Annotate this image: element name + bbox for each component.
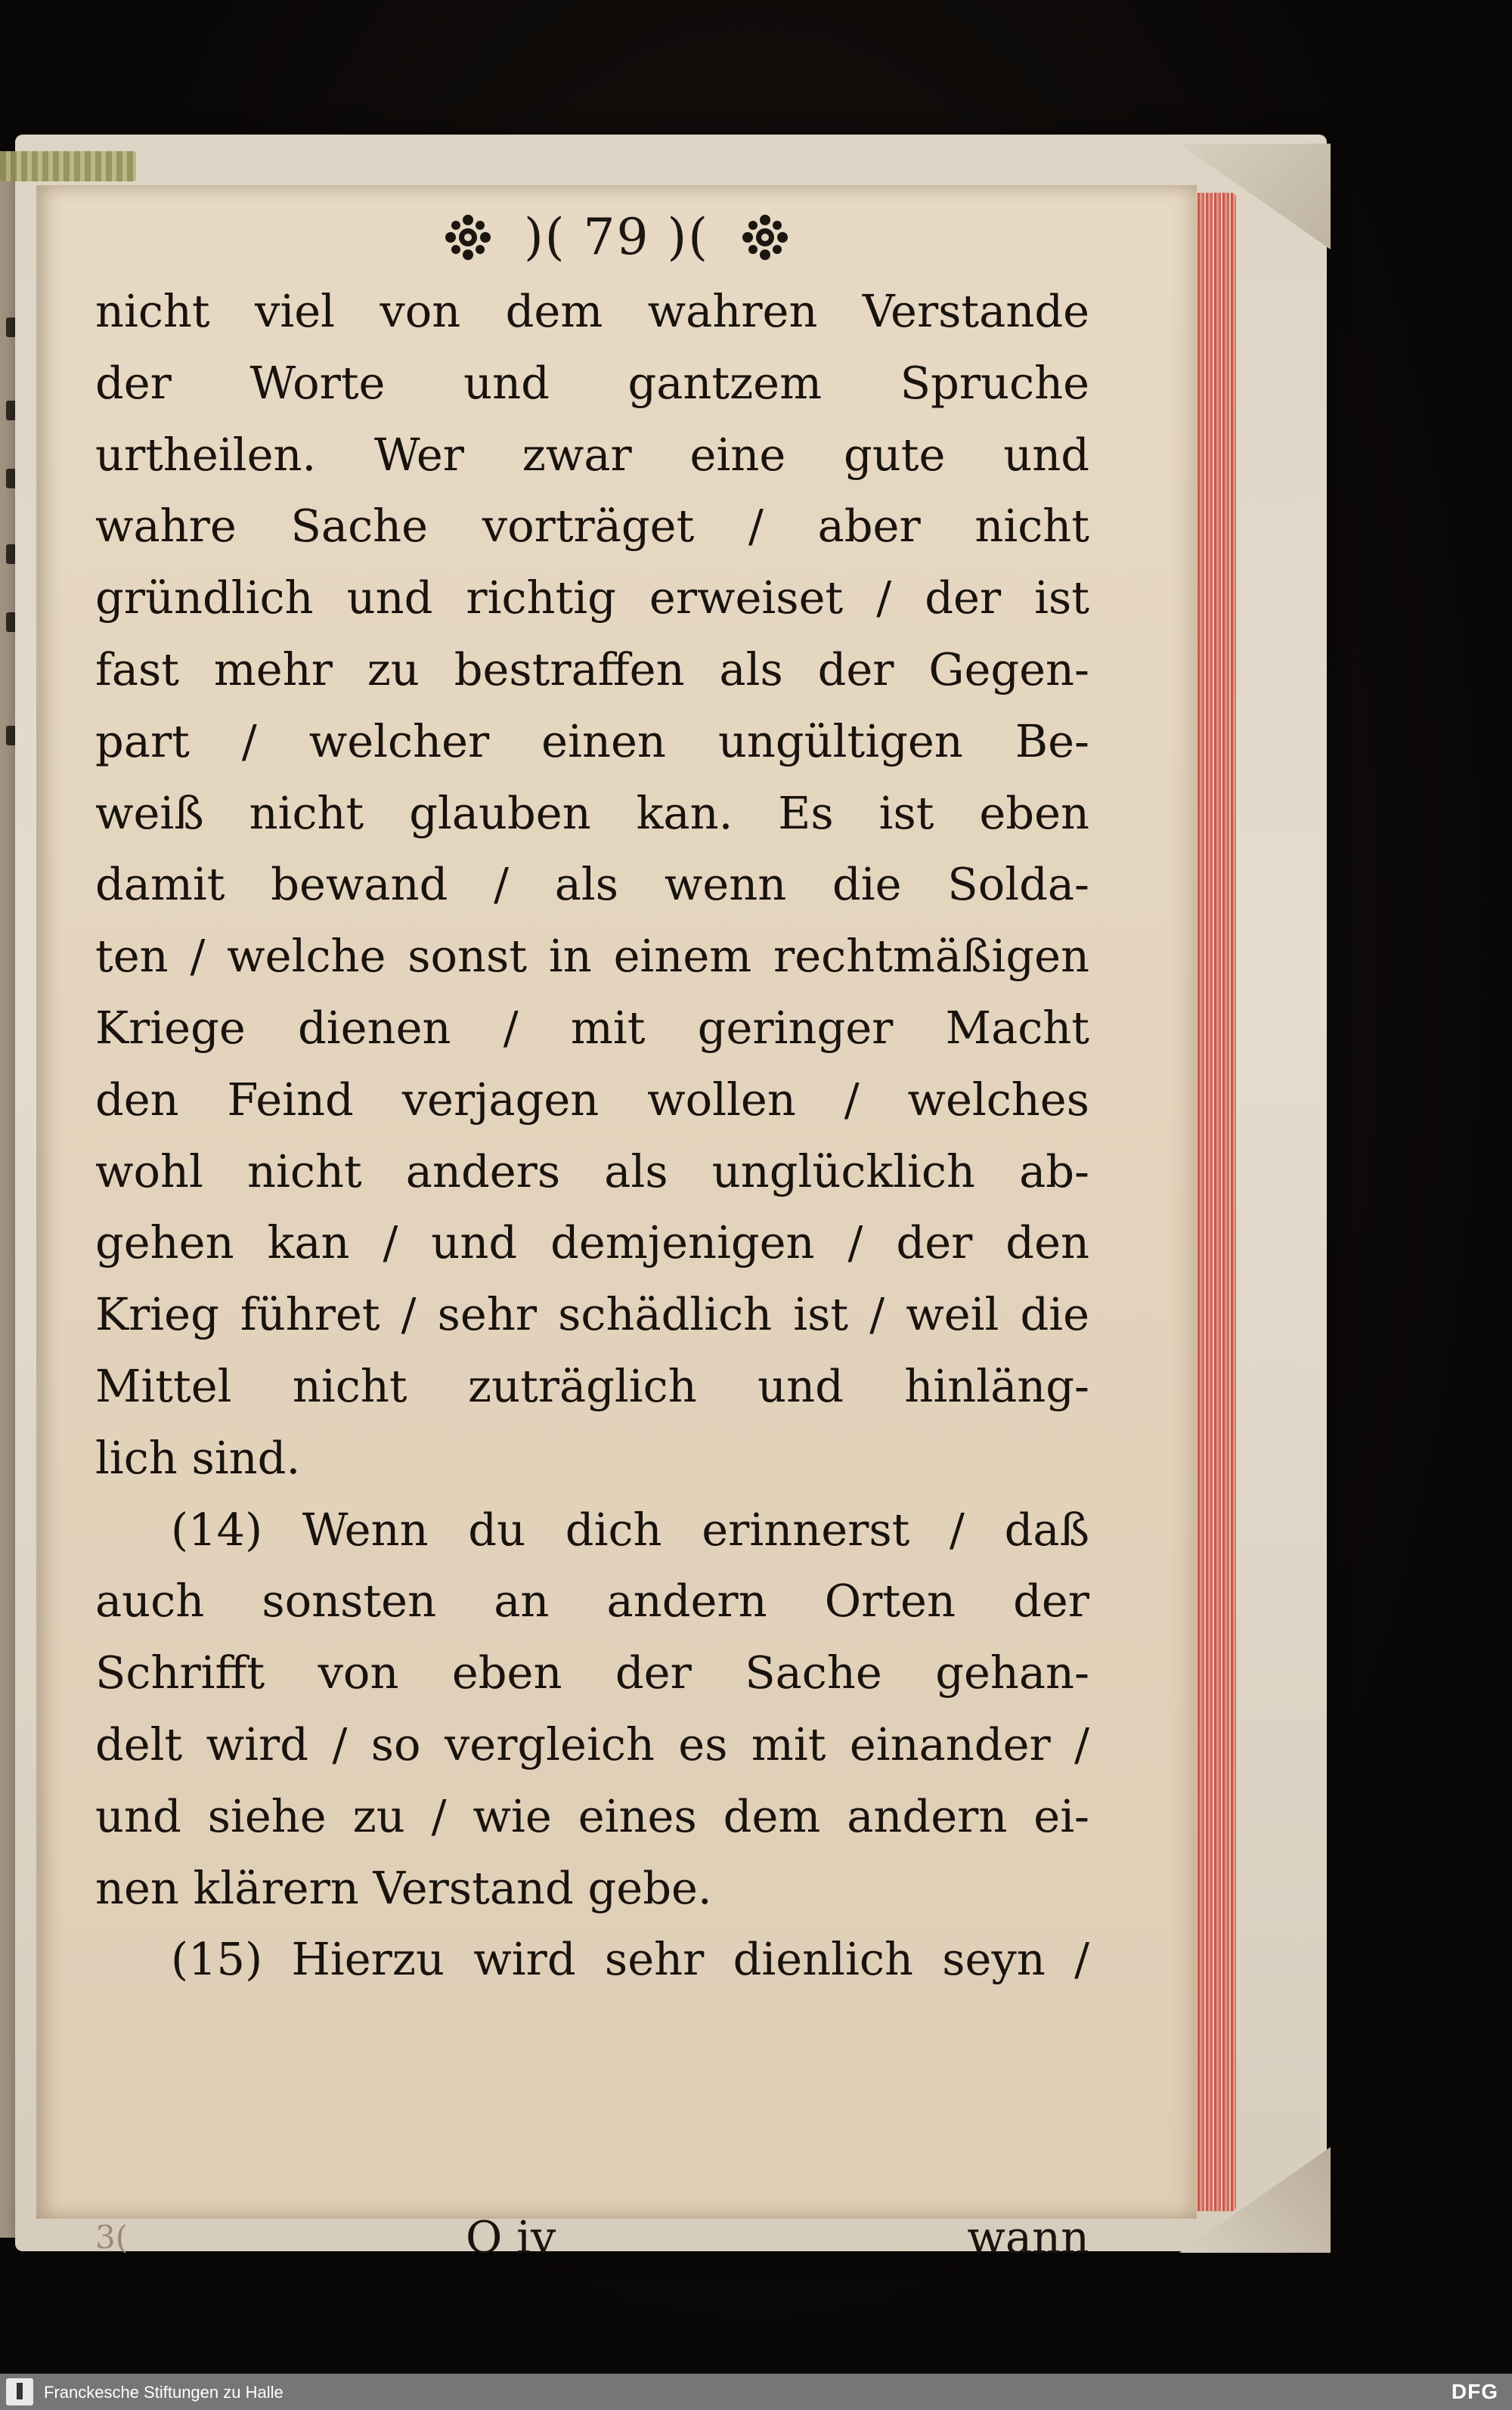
institution-logo-icon	[6, 2378, 33, 2405]
text-line: wohl nicht anders als unglücklich ab-	[95, 1145, 1089, 1197]
binding-ribbon	[0, 151, 136, 181]
body-text	[95, 276, 1089, 1996]
text-line: Krieg führet / sehr schädlich ist / weil die	[95, 1288, 1089, 1341]
text-line: den Feind verjagen wollen / welches	[95, 1073, 1089, 1126]
text-line: ten / welche sonst in einem rechtmäßigen	[95, 930, 1089, 983]
text-line: Schrifft von eben der Sache gehan-	[95, 1646, 1089, 1699]
text-line: nicht viel von dem wahren Verstande	[95, 285, 1089, 337]
flower-ornament-icon	[442, 211, 494, 264]
text-line: gründlich und richtig erweiset / der ist	[95, 572, 1089, 624]
signature-mark: O iv	[466, 2211, 556, 2263]
text-line: urtheilen. Wer zwar eine gute und	[95, 428, 1089, 481]
text-line: nen klärern Verstand gebe.	[95, 1861, 712, 1914]
text-line: (15) Hierzu wird sehr dienlich seyn /	[171, 1933, 1089, 1986]
viewer-footer	[0, 2374, 1512, 2410]
text-line: weiß nicht glauben kan. Es ist eben	[95, 786, 1089, 839]
text-line: gehen kan / und demjenigen / der den	[95, 1216, 1089, 1269]
text-line: der Worte und gantzem Spruche	[95, 356, 1089, 409]
text-line: wahre Sache vorträget / aber nicht	[95, 500, 1089, 553]
page-header	[36, 208, 1197, 266]
text-line: (14) Wenn du dich erinnerst / daß	[171, 1503, 1089, 1556]
text-line: delt wird / so vergleich es mit einander /	[95, 1718, 1089, 1770]
text-line: Kriege dienen / mit geringer Macht	[95, 1001, 1089, 1054]
text-line: und siehe zu / wie eines dem andern ei-	[95, 1789, 1089, 1842]
text-line: fast mehr zu bestraffen als der Gegen-	[95, 643, 1089, 695]
page-footer-line	[95, 2211, 1089, 2282]
catchword: wann	[967, 2211, 1089, 2263]
institution-name: Franckesche Stiftungen zu Halle	[44, 2383, 284, 2402]
text-line: auch sonsten an andern Orten der	[95, 1575, 1089, 1628]
flower-ornament-icon	[739, 211, 792, 264]
dfg-logo: DFG	[1451, 2380, 1498, 2403]
text-line: lich sind.	[95, 1431, 301, 1484]
text-line: damit bewand / als wenn die Solda-	[95, 858, 1089, 911]
faint-mark: 3(	[95, 2219, 129, 2256]
text-line: Mittel nicht zuträglich und hinläng-	[95, 1359, 1089, 1412]
page-number: )( 79 )(	[524, 208, 709, 266]
text-line: part / welcher einen ungültigen Be-	[95, 714, 1089, 767]
book-page	[36, 185, 1197, 2263]
